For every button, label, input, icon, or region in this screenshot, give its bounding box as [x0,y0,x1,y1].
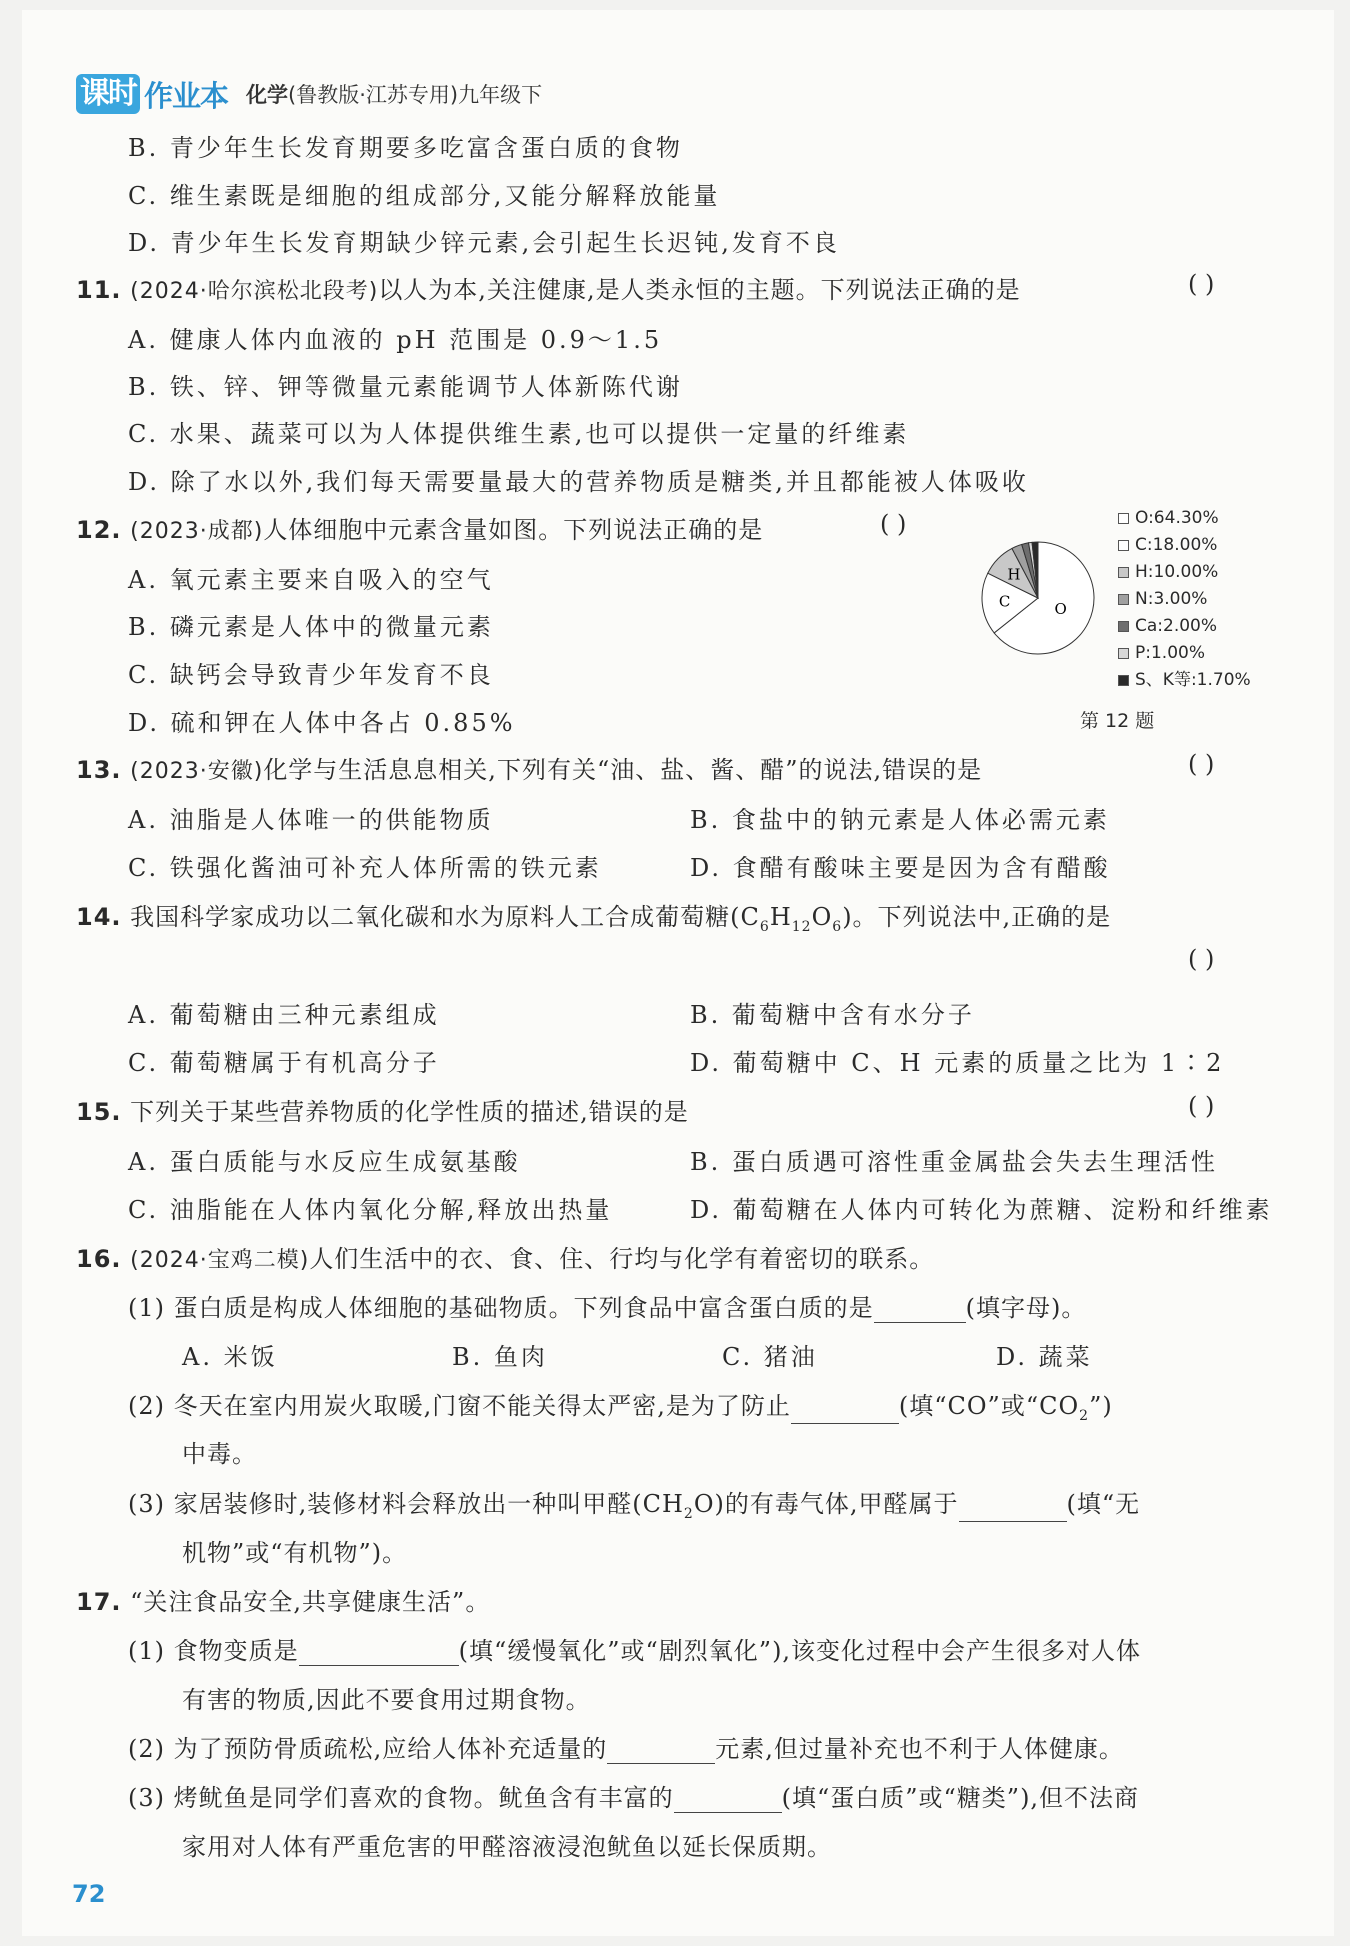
q16-part1-option-a: A. 米饭 [182,1343,278,1371]
legend-label: S、K等:1.70% [1135,670,1251,690]
q16-stem: 16. (2024·宝鸡二模)人们生活中的衣、食、住、行均与化学有着密切的联系。 [76,1245,935,1273]
q10-option-b: B. 青少年生长发育期要多吃富含蛋白质的食物 [128,134,683,162]
q16-part1-option-d: D. 蔬菜 [996,1343,1093,1371]
q12-option-c: C. 缺钙会导致青少年发育不良 [128,661,494,689]
q11-option-b: B. 铁、锌、钾等微量元素能调节人体新陈代谢 [128,373,683,401]
q16-part2-line2: 中毒。 [182,1440,257,1468]
q17-part3: (3) 烤鱿鱼是同学们喜欢的食物。鱿鱼含有丰富的 (填“蛋白质”或“糖类”),但不法商 [128,1784,1140,1812]
answer-blank[interactable] [874,1296,966,1323]
q17-stem: 17. “关注食品安全,共享健康生活”。 [76,1588,491,1616]
q11-option-c: C. 水果、蔬菜可以为人体提供维生素,也可以提供一定量的纤维素 [128,420,910,448]
q12-option-d: D. 硫和钾在人体中各占 0.85% [128,709,516,737]
q14-option-b: B. 葡萄糖中含有水分子 [690,1001,975,1029]
answer-blank[interactable] [299,1639,459,1666]
q15-option-d: D. 葡萄糖在人体内可转化为蔗糖、淀粉和纤维素 [690,1196,1273,1224]
q13-stem: 13. (2023·安徽)化学与生活息息相关,下列有关“油、盐、酱、醋”的说法,错误的是 [76,756,983,784]
subject-title: 化学(鲁教版·江苏专用)九年级下 [246,83,543,107]
q16-part2: (2) 冬天在室内用炭火取暖,门窗不能关得太严密,是为了防止 (填“CO”或“$CO_2$”) [128,1392,1113,1424]
pie-legend [1118,505,1251,694]
q13-option-d: D. 食醋有酸味主要是因为含有醋酸 [690,854,1111,882]
legend-swatch [1118,648,1129,659]
q13-answer-bracket: ( ) [1188,750,1215,778]
q17-part2: (2) 为了预防骨质疏松,应给人体补充适量的 元素,但过量补充也不利于人体健康。 [128,1735,1124,1763]
answer-blank[interactable] [959,1495,1067,1522]
legend-swatch [1118,567,1129,578]
q13-option-b: B. 食盐中的钠元素是人体必需元素 [690,806,1110,834]
legend-swatch [1118,513,1129,524]
q17-part1-line2: 有害的物质,因此不要食用过期食物。 [182,1686,591,1714]
q15-answer-bracket: ( ) [1188,1092,1215,1120]
figure-caption: 第 12 题 [1080,710,1155,732]
q10-option-d: D. 青少年生长发育期缺少锌元素,会引起生长迟钝,发育不良 [128,229,840,257]
q15-option-b: B. 蛋白质遇可溶性重金属盐会失去生理活性 [690,1148,1218,1176]
q11-answer-bracket: ( ) [1188,270,1215,298]
legend-entry [1118,559,1251,586]
q14-stem: 14. 我国科学家成功以二氧化碳和水为原料人工合成葡萄糖$(C_6H_{12}O_6)$。下列说法中,正确的是 [76,903,1112,935]
legend-label: P:1.00% [1135,643,1205,663]
legend-entry [1118,505,1251,532]
q14-option-c: C. 葡萄糖属于有机高分子 [128,1049,440,1077]
q14-answer-bracket: ( ) [1188,945,1215,973]
q12-answer-bracket: ( ) [880,510,907,538]
legend-label: Ca:2.00% [1135,616,1218,636]
q11-option-a: A. 健康人体内血液的 pH 范围是 0.9～1.5 [128,326,663,354]
q15-option-c: C. 油脂能在人体内氧化分解,释放出热量 [128,1196,613,1224]
page-number: 72 [72,1880,106,1908]
q14-option-d: D. 葡萄糖中 C、H 元素的质量之比为 1∶2 [690,1049,1225,1077]
pie-slice-label: O [1054,599,1067,618]
q17-part1: (1) 食物变质是 (填“缓慢氧化”或“剧烈氧化”),该变化过程中会产生很多对人体 [128,1637,1142,1665]
brand-logo [76,74,228,115]
answer-blank[interactable] [674,1786,782,1813]
legend-label: O:64.30% [1135,508,1219,528]
q16-part3-line2: 机物”或“有机物”)。 [182,1539,408,1567]
q12-option-b: B. 磷元素是人体中的微量元素 [128,613,494,641]
q11-option-d: D. 除了水以外,我们每天需要量最大的营养物质是糖类,并且都能被人体吸收 [128,468,1029,496]
logo-text: 作业本 [144,78,229,113]
q15-stem: 15. 下列关于某些营养物质的化学性质的描述,错误的是 [76,1098,689,1126]
q12-stem: 12. (2023·成都)人体细胞中元素含量如图。下列说法正确的是 [76,516,764,544]
q17-part3-line2: 家用对人体有严重危害的甲醛溶液浸泡鱿鱼以延长保质期。 [182,1833,832,1861]
page-header [76,72,542,116]
q14-option-a: A. 葡萄糖由三种元素组成 [128,1001,440,1029]
legend-swatch [1118,540,1129,551]
q13-option-a: A. 油脂是人体唯一的供能物质 [128,806,494,834]
answer-blank[interactable] [607,1737,715,1764]
pie-slice-label: H [1007,565,1021,584]
legend-swatch [1118,621,1129,632]
q16-part3: (3) 家居装修时,装修材料会释放出一种叫甲醛$(CH_2O)$的有毒气体,甲醛属于 (填“无 [128,1490,1141,1522]
q16-part1-option-c: C. 猪油 [722,1343,818,1371]
legend-entry [1118,613,1251,640]
pie-slice-label: C [998,592,1011,611]
q15-option-a: A. 蛋白质能与水反应生成氨基酸 [128,1148,521,1176]
q10-option-c: C. 维生素既是细胞的组成部分,又能分解释放能量 [128,182,721,210]
q16-part1: (1) 蛋白质是构成人体细胞的基础物质。下列食品中富含蛋白质的是 (填字母)。 [128,1294,1087,1322]
legend-entry [1118,532,1251,559]
legend-entry [1118,667,1251,694]
legend-entry [1118,586,1251,613]
answer-blank[interactable] [791,1397,899,1424]
legend-label: H:10.00% [1135,562,1219,582]
element-pie-chart [978,538,1098,658]
q12-option-a: A. 氧元素主要来自吸入的空气 [128,566,494,594]
q16-part1-option-b: B. 鱼肉 [452,1343,548,1371]
legend-swatch [1118,675,1129,686]
legend-swatch [1118,594,1129,605]
legend-label: N:3.00% [1135,589,1208,609]
legend-label: C:18.00% [1135,535,1218,555]
q11-stem: 11. (2024·哈尔滨松北段考)以人为本,关注健康,是人类永恒的主题。下列说法正确的是 [76,276,1021,304]
legend-entry [1118,640,1251,667]
logo-box: 课时 [76,74,140,114]
q13-option-c: C. 铁强化酱油可补充人体所需的铁元素 [128,854,602,882]
